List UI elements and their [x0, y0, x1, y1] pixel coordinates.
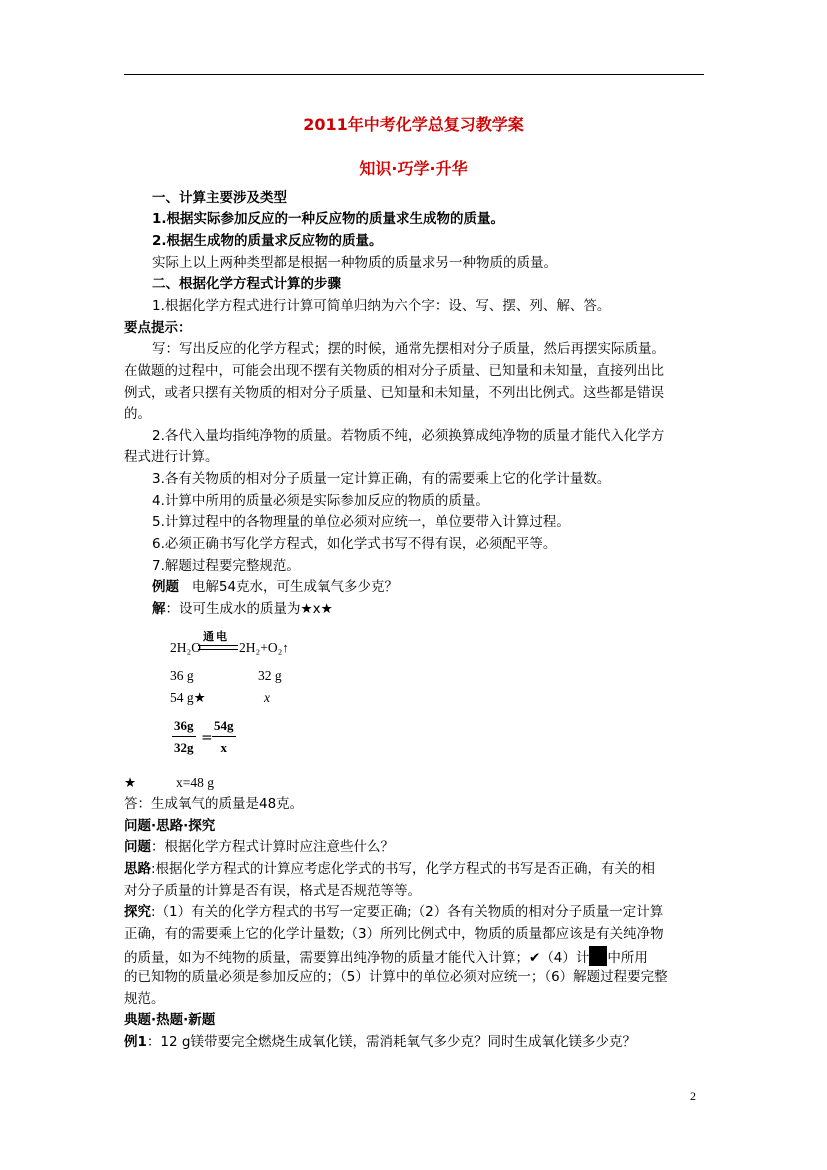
ratio-row2-water: 54 g★ [170, 690, 206, 705]
tips-p3: 3.各有关物质的相对分子质量一定计算正确，有的需要乘上它的化学计量数。 [152, 471, 611, 487]
page-number: 2 [690, 1089, 696, 1103]
inquiry-explore-line4: 的已知物的质量必须是参加反应的；（5）计算中的单位必须对应统一；（6）解题过程要完整 [124, 969, 668, 985]
solve-text: ：设可生成水的质量为★x★ [165, 601, 333, 617]
explore-text-1: :（1）有关的化学方程式的书写一定要正确;（2）各有关物质的相对分子质量一定计算 [151, 904, 664, 920]
fraction-left [172, 718, 196, 756]
inquiry-thinking-line2: 对分子质量的计算是否有误，格式是否规范等等。 [124, 883, 421, 899]
explore-text-3b: （4）计 [540, 950, 590, 966]
question-text: ：根据化学方程式计算时应注意些什么？ [151, 839, 394, 855]
reaction-left: 2H₂O [170, 640, 201, 655]
inquiry-thinking-line1 [124, 860, 655, 878]
explore-label: 探究 [124, 904, 151, 920]
tips-p6: 6.必须正确书写化学方程式，如化学式书写不得有误，必须配平等。 [152, 536, 557, 552]
section1-item1: 1.根据实际参加反应的一种反应物的质量求生成物的质量。 [152, 211, 505, 227]
fraction-left-numerator: 36g [172, 718, 196, 737]
example1-text: ：12 g镁带要完全燃烧生成氧化镁，需消耗氧气多少克？同时生成氧化镁多少克？ [146, 1034, 636, 1050]
answer-line: 答：生成氧气的质量是48克。 [124, 796, 304, 812]
checkmark-icon: ✔ [529, 950, 541, 966]
document-subtitle: 知识·巧学·升华 [359, 159, 468, 178]
example1-label: 例1 [124, 1034, 147, 1050]
header-rule [124, 74, 704, 75]
result-value: x=48 g [176, 775, 214, 790]
question-label: 问题 [124, 839, 151, 855]
tips-p4: 4.计算中所用的质量必须是实际参加反应的物质的质量。 [152, 493, 489, 509]
tips-p7: 7.解题过程要完整规范。 [152, 558, 300, 574]
explore-text-3c: 中所用 [607, 950, 648, 966]
section1-note: 实际上以上两种类型都是根据一种物质的质量求另一种物质的质量。 [152, 255, 557, 271]
result-star: ★ [124, 775, 137, 791]
section1-item2: 2.根据生成物的质量求反应物的质量。 [152, 233, 383, 249]
section1-heading: 一、计算主要涉及类型 [152, 190, 287, 206]
redaction-block [589, 946, 607, 966]
ratio-row1-oxygen: 32 g [258, 668, 282, 683]
section2-heading: 二、根据化学方程式计算的步骤 [152, 276, 341, 292]
ratio-row2-oxygen: x [264, 690, 270, 705]
thinking-text-1: :根据化学方程式的计算应考虑化学式的书写，化学方程式的书写是否正确，有关的相 [151, 861, 656, 877]
fraction-right [212, 718, 236, 756]
arrow-up-icon: ↑ [282, 640, 289, 655]
fraction-left-denominator: 32g [174, 740, 194, 755]
typical-example1 [124, 1033, 636, 1051]
inquiry-explore-line5: 规范。 [124, 991, 165, 1007]
section2-step1: 1.根据化学方程式进行计算可简单归纳为六个字：设、写、摆、列、解、答。 [152, 298, 611, 314]
typical-heading: 典题·热题·新题 [124, 1012, 216, 1028]
example-question-text: 电解54克水，可生成氧气多少克？ [191, 579, 399, 595]
tips-p1-line3: 例式，或者只摆有关物质的相对分子质量、已知量和未知量，不列出比例式。这些都是错误 [124, 385, 664, 401]
reaction-equals-line [198, 645, 238, 650]
reaction-right [239, 639, 289, 657]
tips-label: 要点提示： [124, 320, 192, 336]
tips-p1-line2: 在做题的过程中，可能会出现不摆有关物质的相对分子质量、已知量和未知量，直接列出比 [124, 363, 664, 379]
inquiry-explore-line1 [124, 903, 663, 921]
reaction-products: 2H₂+O₂ [239, 640, 283, 655]
example-question [152, 578, 398, 596]
tips-p1-line4: 的。 [124, 406, 151, 422]
inquiry-explore-line3 [124, 946, 648, 967]
solve-label: 解 [152, 601, 166, 617]
tips-p2-line2: 程式进行计算。 [124, 449, 219, 465]
tips-p5: 5.计算过程中的各物理量的单位必须对应统一，单位要带入计算过程。 [152, 514, 570, 530]
inquiry-question [124, 838, 394, 856]
explore-text-3a: 的质量，如为不纯物的质量，需要算出纯净物的质量才能代入计算； [124, 950, 529, 966]
tips-p1-line1: 写：写出反应的化学方程式；摆的时候，通常先摆相对分子质量，然后再摆实际质量。 [152, 341, 665, 357]
ratio-row1-water: 36 g [170, 668, 194, 683]
inquiry-explore-line2: 正确，有的需要乘上它的化学计量数;（3）所列比例式中，物质的质量都应该是有关纯净物 [124, 926, 664, 942]
reaction-condition: 通电 [203, 630, 229, 643]
inquiry-heading: 问题·思路·探究 [124, 818, 216, 834]
thinking-label: 思路 [124, 861, 151, 877]
tips-p2-line1: 2.各代入量均指纯净物的质量。若物质不纯，必须换算成纯净物的质量才能代入化学方 [152, 428, 665, 444]
document-title: 2011年中考化学总复习教学案 [303, 115, 524, 134]
example-label: 例题 [152, 579, 179, 595]
fraction-right-denominator: x [220, 740, 227, 755]
fraction-equals: = [201, 730, 213, 746]
fraction-right-numerator: 54g [212, 718, 236, 737]
example-solution [152, 600, 333, 618]
